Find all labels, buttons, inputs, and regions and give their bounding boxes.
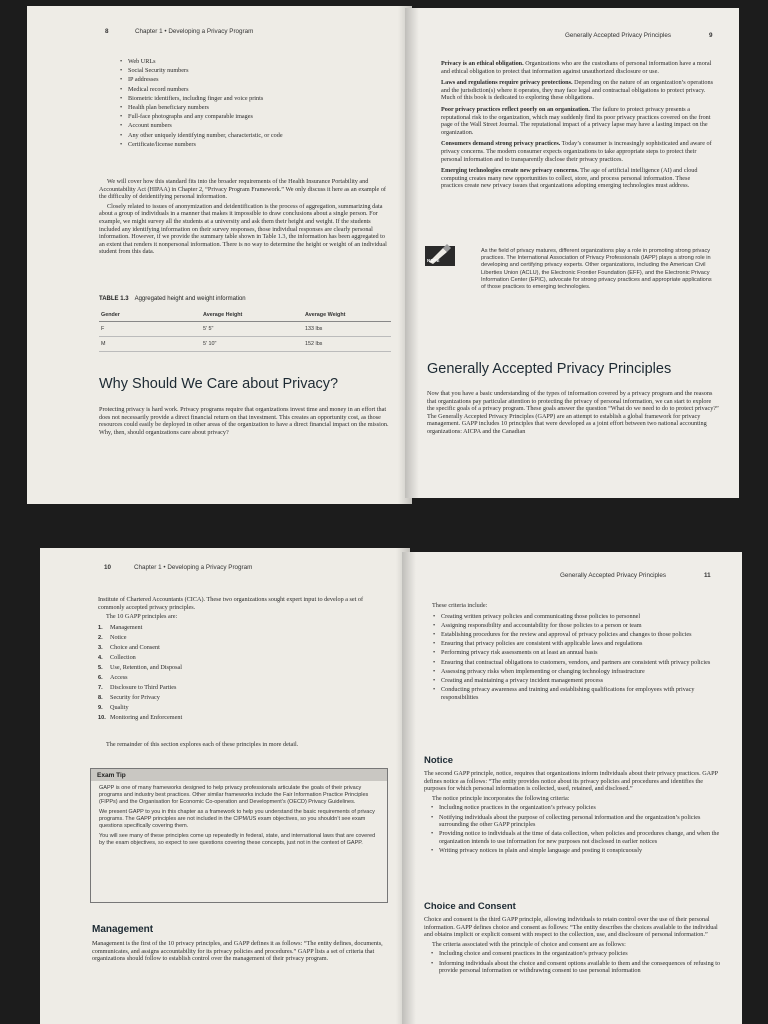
paragraph: Consumers demand strong privacy practices. Today’s consumer is increasingly sophisticated and aware of privacy concerns. The modern consumer expects organizations to take appropriate steps to protect their personal information and to transparently disclose their privacy practices. — [441, 140, 712, 163]
paragraph: Privacy is an ethical obligation. Organizations who are the custodians of personal information have a moral and ethical obligation to protect that information against unauthorized disclosure or use. — [441, 60, 712, 75]
list-item: • Assessing privacy risks when implementing or changing technology infrastructure — [432, 668, 724, 676]
list-item: • Creating and maintaining a privacy incident management process — [432, 677, 724, 685]
list-item: • Ensuring that contractual obligations to customers, vendors, and partners are consistent with privacy policies — [432, 659, 724, 667]
section-text — [92, 940, 388, 965]
table-cell: 133 lbs — [303, 322, 391, 337]
list-item: 9. Quality — [98, 703, 129, 711]
principles-list — [98, 624, 378, 724]
page-number: 9 — [709, 32, 713, 39]
section-title: Management — [92, 924, 154, 935]
paragraph: Institute of Chartered Accountants (CICA). These two organizations sought expert input to develop a set of commonly accepted privacy principles. — [98, 596, 364, 611]
paragraph: The notice principle incorporates the following criteria: — [432, 794, 570, 802]
body-text — [98, 596, 390, 623]
running-header: Chapter 1 • Developing a Privacy Program — [135, 28, 254, 35]
note-label: NOTE — [427, 258, 440, 263]
paragraph: We present GAPP to you in this chapter as a framework to help you understand the basic requirements of privacy programs. The GAPP principles are not included in the CIPM/US exam objectives, so you shouldn’t see exam questions specifically covering them. — [99, 809, 375, 829]
notice-title: Notice — [424, 755, 454, 766]
page-11 — [402, 552, 742, 1024]
exam-tip-text — [91, 781, 387, 854]
paragraph: The 10 GAPP principles are: — [106, 613, 178, 621]
choice-consent-title: Choice and Consent — [424, 901, 516, 912]
paragraph: Laws and regulations require privacy protections. Depending on the nature of an organization’s operations and the jurisdiction(s) where it operates, they may face legal and contractual obligations to protect privacy. Much of this book is dedicated to exploring these obligations. — [441, 79, 714, 102]
list-item: 2. Notice — [98, 633, 127, 641]
notice-block — [424, 770, 726, 856]
paragraph: We will cover how this standard fits into the broader requirements of the Health Insurance Portability and Accountability Act (HIPAA) in Chapter 2, “Privacy Program Framework.” We only discuss it here as an example of the difficulty of deidentifying personal information. — [99, 178, 386, 201]
paragraph: These criteria include: — [432, 602, 488, 609]
list-item: • Full-face photographs and any comparable images — [119, 113, 379, 121]
list-item: • Providing notice to individuals at the time of data collection, when policies and procedures change, and when the organization intends to use information for new purposes not disclosed in earlier notices — [430, 830, 726, 845]
list-item: • Medical record numbers — [119, 86, 379, 94]
section-text — [99, 406, 391, 438]
column-header: Average Height — [201, 309, 303, 322]
running-header: Generally Accepted Privacy Principles — [565, 32, 672, 39]
list-item: • Informing individuals about the choice and consent options available to them and the consequences of refusing to provide personal information or withdrawing consent to use personal information — [430, 960, 726, 975]
table-row — [99, 337, 391, 352]
list-item: • Performing privacy risk assessments on at least an annual basis — [432, 649, 724, 657]
paragraph: Choice and consent is the third GAPP principle, allowing individuals to retain control over the use of their personal information. GAPP defines choice and consent as follows: “The entity describes the choices available to the individual and obtains implicit or explicit consent with respect to the collection, use, and disclosure of personal information.” — [424, 916, 718, 939]
paragraph: Management is the first of the 10 privacy principles, and GAPP defines it as follows: “The entity defines, documents, communicates, and assigns accountability for its privacy policies and procedures.” GAPP lists a set of criteria that organizations should follow to establish control over the management of their privacy program. — [92, 940, 383, 963]
page-8 — [27, 6, 412, 504]
list-item: • Including choice and consent practices in the organization’s privacy policies — [430, 950, 726, 958]
table-1-3 — [99, 309, 391, 352]
list-item: • Including notice practices in the organization’s privacy policies — [430, 804, 726, 812]
list-item: 7. Disclosure to Third Parties — [98, 683, 177, 691]
table-cell: F — [99, 322, 201, 337]
table-cell: M — [99, 337, 201, 352]
section-text — [427, 390, 719, 438]
exam-tip-box — [90, 768, 388, 903]
table-cell: 152 lbs — [303, 337, 391, 352]
list-item: • Biometric identifiers, including finger and voice prints — [119, 95, 379, 103]
paragraph: Now that you have a basic understanding of the types of information covered by a privacy program and the reasons that organizations pay particular attention to protecting the privacy of personal information, we can start to explore the specific goals of a privacy program. These goals answer the question “What do we need to do to protect privacy?” The Generally Accepted Privacy Principles (GAPP) are an attempt to establish a global framework for privacy management. GAPP includes 10 principles that were developed as a joint effort between two national accounting organizations: AICPA and the Canadian — [427, 390, 719, 435]
paragraph: The criteria associated with the principle of choice and consent are as follows: — [432, 940, 626, 948]
list-item: • Assigning responsibility and accountability for those policies to a person or team — [432, 622, 724, 630]
choice-consent-block — [424, 916, 726, 976]
list-item: • Account numbers — [119, 122, 379, 130]
list-item: • Writing privacy notices in plain and simple language and posting it conspicuously — [430, 847, 726, 855]
list-item: 8. Security for Privacy — [98, 693, 160, 701]
paragraph: Closely related to issues of anonymization and deidentification is the process of aggregation, summarizing data about a group of individuals in a manner that makes it impossible to draw conclusions about a single person. For example, we might survey all the students at a university and ask them their height and weight. If the students included any identifying information on their survey responses, those individual responses are clearly personal information. However, if we provide the summary table shown in Table 1.3, the information has been aggregated to an extent that renders it nonpersonal information. There is no way to determine the height or weight of an individual student from this data. — [99, 202, 387, 256]
page-number: 10 — [104, 564, 112, 571]
paragraph: You will see many of these principles come up repeatedly in federal, state, and international laws that are covered by the exam objectives, so expect to see questions covering these concepts, just not in the context of GAPP. — [99, 833, 376, 846]
table-row — [99, 322, 391, 337]
list-item: 5. Use, Retention, and Disposal — [98, 663, 183, 671]
section-title: Why Should We Care about Privacy? — [99, 376, 339, 392]
list-item: • Notifying individuals about the purpose of collecting personal information and the organization’s policies surrounding the other GAPP principles — [430, 814, 726, 829]
list-item: 10. Monitoring and Enforcement — [98, 713, 183, 721]
criteria-block — [432, 602, 724, 703]
list-item: • Web URLs — [119, 58, 379, 66]
table-cell: 5' 5" — [201, 322, 303, 337]
note-text: As the field of privacy matures, different organizations play a role in promoting strong privacy practices. The International Association of Privacy Professionals (IAPP) plays a strong role in developing and certifying privacy experts. Other organizations, including the American Civil Liberties Union (ACLU), the Electronic Frontier Foundation (EFF), and the Electronic Privacy Information Center (EPIC), advocate for strong privacy practices and appropriate applications of those practices to emerging technologies. — [481, 248, 712, 291]
list-item: 4. Collection — [98, 653, 136, 661]
list-item: 1. Management — [98, 624, 143, 631]
table-caption: TABLE 1.3 Aggregated height and weight information — [99, 296, 246, 302]
table-label: TABLE 1.3 — [99, 296, 129, 302]
list-item: • Health plan beneficiary numbers — [119, 104, 379, 112]
column-header: Average Weight — [303, 309, 391, 322]
list-item: • IP addresses — [119, 76, 379, 84]
paragraph: Protecting privacy is hard work. Privacy programs require that organizations invest time and money in an effort that does not necessarily provide a direct financial return on that investment. This creates an opportunity cost, as those resources could easily be deployed in other areas of the organization to have a direct financial impact on the mission. Why, then, should organizations care about privacy? — [99, 406, 389, 436]
column-header: Gender — [99, 309, 201, 322]
table-cell: 5' 10" — [201, 337, 303, 352]
section-title: Generally Accepted Privacy Principles — [427, 361, 672, 377]
list-item: • Certificate/license numbers — [119, 141, 379, 149]
exam-tip-title: Exam Tip — [91, 769, 387, 781]
list-item: • Ensuring that privacy policies are consistent with applicable laws and regulations — [432, 640, 724, 648]
list-item: 3. Choice and Consent — [98, 643, 160, 651]
paragraph: GAPP is one of many frameworks designed to help privacy professionals articulate the goals of their privacy programs and industry best practices. Other similar frameworks include the Fair Information Practice Principles (FIPPs) and the Organisation for Economic Co-operation and Development’s (OECD) Privacy Guidelines. — [99, 785, 369, 805]
page-number: 8 — [105, 28, 109, 35]
bullet-list — [119, 58, 379, 150]
page-10 — [40, 548, 410, 1024]
list-item: 6. Access — [98, 673, 128, 681]
list-item: • Conducting privacy awareness and training and establishing qualifications for employees with privacy responsibilities — [432, 686, 724, 701]
list-item: • Creating written privacy policies and communicating those policies to personnel — [432, 613, 724, 621]
page-number: 11 — [704, 572, 711, 579]
paragraph: Emerging technologies create new privacy concerns. The age of artificial intelligence (AI) and cloud computing creates many new opportunities to collect, store, and process personal information. These practices create new privacy issues that organizations adopting emerging technologies must address. — [441, 167, 698, 190]
remainder-text — [98, 741, 390, 751]
reasons-list — [441, 60, 713, 194]
list-item: • Social Security numbers — [119, 67, 379, 75]
paragraph: The second GAPP principle, notice, requires that organizations inform individuals about their privacy practices. GAPP defines notice as follows: “The entity provides notice about its privacy policies and procedures and identifies the purposes for which personal information is collected, used, retained, and disclosed.” — [424, 770, 718, 793]
table-header-row — [99, 309, 391, 322]
list-item: • Establishing procedures for the review and approval of privacy policies and changes to those policies — [432, 631, 724, 639]
running-header: Chapter 1 • Developing a Privacy Program — [134, 564, 253, 571]
list-item: • Any other uniquely identifying number, characteristic, or code — [119, 132, 379, 140]
body-text — [99, 178, 391, 258]
page-9 — [405, 8, 739, 498]
running-header: Generally Accepted Privacy Principles — [560, 572, 667, 579]
paragraph: The remainder of this section explores each of these principles in more detail. — [106, 741, 299, 748]
paragraph: Poor privacy practices reflect poorly on an organization. The failure to protect privacy presents a reputational risk to the organization, which may suddenly find its poor privacy practices covered on the front page of the Wall Street Journal. The reputational impact of a privacy lapse may have a lasting impact on the organization. — [441, 105, 711, 136]
